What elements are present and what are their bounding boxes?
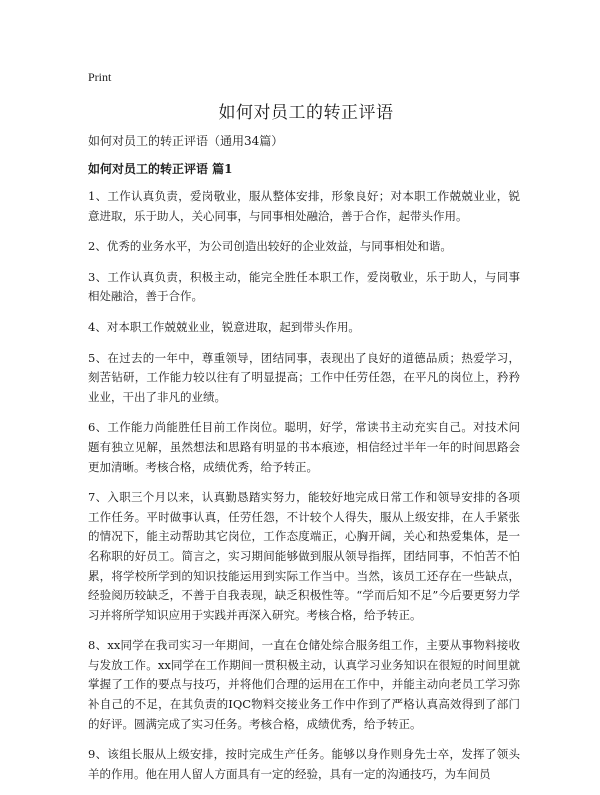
print-link[interactable]: Print xyxy=(88,70,112,84)
paragraph-1: 1、工作认真负责，爱岗敬业，服从整体安排，形象良好；对本职工作兢兢业业，锐意进取，乐于助人，关心同事，与同事相处融洽，善于合作，起带头作用。 xyxy=(88,189,520,223)
document-body xyxy=(88,187,520,795)
paragraph-5: 5、在过去的一年中，尊重领导，团结同事，表现出了良好的道德品质；热爱学习，刻苦钻研，工作能力较以往有了明显提高；工作中任劳任怨，在平凡的岗位上，矜矜业业，干出了非凡的业绩。 xyxy=(88,350,520,404)
paragraph-7: 7、入职三个月以来，认真勤恳踏实努力，能较好地完成日常工作和领导安排的各项工作任务。平时做事认真，任劳任怨，不计较个人得失，服从上级安排，在人手紧张的情况下，能主动帮助其它岗位，工作态度端正，心胸开阔，关心和热爱集体，是一名称职的好员工。简言之，实习期间能够做到服从领导指挥，团结同事，不怕苦不怕累，将学校所学到的知识技能运用到实际工作当中。当然，该员工还存在一些缺点，经验阅历较缺乏，不善于自我表现，缺乏积极性等。“学而后知不足”今后要更努力学习并将所学知识应用于实践并再深入研究。考核合格，给予转正。 xyxy=(88,490,520,622)
paragraph-6: 6、工作能力尚能胜任目前工作岗位。聪明，好学，常读书主动充实自己。对技术问题有独立见解，虽然想法和思路有明显的书本痕迹，相信经过半年一年的时间思路会更加清晰。考核合格，成绩优秀，给予转正。 xyxy=(88,420,520,474)
paragraph-4: 4、对本职工作兢兢业业，锐意进取，起到带头作用。 xyxy=(88,319,360,334)
section-heading: 如何对员工的转正评语 篇1 xyxy=(88,162,233,176)
paragraph-2: 2、优秀的业务水平，为公司创造出较好的企业效益，与同事相处和谐。 xyxy=(88,239,452,254)
document-subtitle: 如何对员工的转正评语（通用34篇） xyxy=(88,134,284,148)
paragraph-8: 8、xx同学在我司实习一年期间，一直在仓储处综合服务组工作，主要从事物料接收与发放工作。xx同学在工作期间一贯积极主动，认真学习业务知识在很短的时间里就掌握了工作的要点与技巧，并将他们合理的运用在工作中，并能主动向老员工学习弥补自己的不足，在其负责的IQC物料交接业务工作中作到了严格认真高效得到了部门的好评。圆满完成了实习任务。考核合格，成绩优秀，给予转正。 xyxy=(88,638,520,731)
page-title: 如何对员工的转正评语 xyxy=(218,103,394,123)
paragraph-9: 9、该组长服从上级安排，按时完成生产任务。能够以身作则身先士卒，发挥了领头羊的作用。他在用人留人方面具有一定的经验，具有一定的沟通技巧，为车间员 xyxy=(88,747,520,781)
paragraph-3: 3、工作认真负责，积极主动，能完全胜任本职工作，爱岗敬业，乐于助人，与同事相处融洽，善于合作。 xyxy=(88,269,520,304)
